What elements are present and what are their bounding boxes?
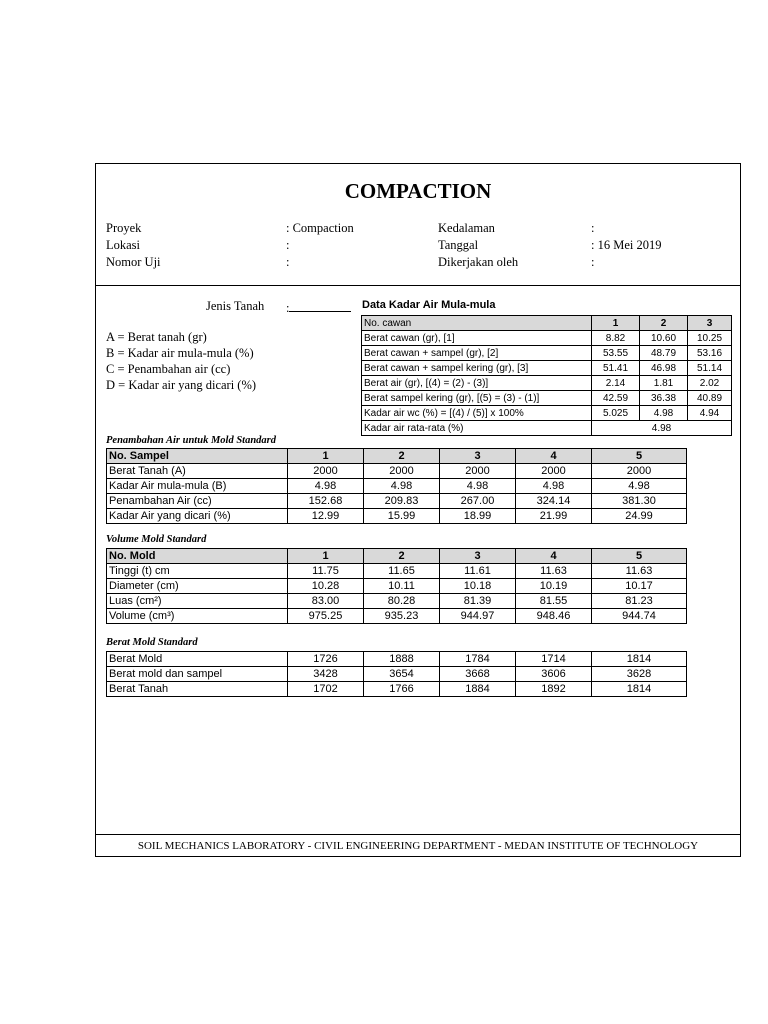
berat-row [107, 682, 687, 697]
penambahan-cell: 4.98 [592, 479, 687, 494]
berat-cell: 1784 [440, 652, 516, 667]
kadar-air-header-row [362, 316, 732, 331]
proyek-label: Proyek [106, 221, 142, 235]
volume-cell: 81.55 [516, 594, 592, 609]
tanggal-value: : 16 Mei 2019 [591, 238, 662, 252]
penambahan-row [107, 464, 687, 479]
berat-cell: 3428 [288, 667, 364, 682]
penambahan-header-cell: 4 [516, 449, 592, 464]
penambahan-cell: 2000 [516, 464, 592, 479]
kadar-air-row [362, 376, 732, 391]
lokasi-label: Lokasi [106, 238, 141, 252]
volume-header-cell: No. Mold [107, 549, 288, 564]
nomor-uji-label: Nomor Uji [106, 255, 161, 269]
berat-row [107, 652, 687, 667]
berat-cell: 3668 [440, 667, 516, 682]
kadar-air-row [362, 391, 732, 406]
kadar-air-row [362, 331, 732, 346]
volume-cell: 11.75 [288, 564, 364, 579]
kadar-air-cell: 53.55 [592, 346, 640, 361]
berat-row-label: Berat Tanah [107, 682, 288, 697]
kadar-air-cell: 48.79 [640, 346, 688, 361]
volume-header-cell: 1 [288, 549, 364, 564]
kadar-air-row [362, 361, 732, 376]
kadar-air-cell: 2.14 [592, 376, 640, 391]
penambahan-cell: 21.99 [516, 509, 592, 524]
penambahan-cell: 2000 [440, 464, 516, 479]
kadar-air-cell: 8.82 [592, 331, 640, 346]
penambahan-row-label: Berat Tanah (A) [107, 464, 288, 479]
penambahan-cell: 152.68 [288, 494, 364, 509]
nomor-uji-value: : [286, 255, 290, 269]
kadar-air-cell: 46.98 [640, 361, 688, 376]
volume-cell: 10.18 [440, 579, 516, 594]
volume-cell: 11.61 [440, 564, 516, 579]
penambahan-title: Penambahan Air untuk Mold Standard [106, 435, 276, 446]
kadar-air-cell: 51.14 [688, 361, 732, 376]
definition-d: D = Kadar air yang dicari (%) [106, 378, 257, 392]
volume-header-row [107, 549, 687, 564]
volume-header-cell: 4 [516, 549, 592, 564]
penambahan-header-cell: 1 [288, 449, 364, 464]
volume-row-label: Tinggi (t) cm [107, 564, 288, 579]
volume-cell: 81.39 [440, 594, 516, 609]
jenis-tanah-colon: : [286, 301, 290, 315]
volume-table [106, 548, 687, 624]
berat-cell: 1888 [364, 652, 440, 667]
berat-cell: 3606 [516, 667, 592, 682]
volume-cell: 10.11 [364, 579, 440, 594]
penambahan-cell: 18.99 [440, 509, 516, 524]
penambahan-cell: 4.98 [440, 479, 516, 494]
definitions-list [106, 329, 256, 393]
kadar-air-row-label: Berat cawan + sampel (gr), [2] [362, 346, 592, 361]
kadar-air-average-row [362, 421, 732, 436]
penambahan-header-cell: 2 [364, 449, 440, 464]
jenis-tanah-field [286, 299, 351, 316]
volume-row [107, 609, 687, 624]
berat-cell: 1726 [288, 652, 364, 667]
jenis-tanah-label: Jenis Tanah [206, 299, 265, 313]
kadar-air-table [361, 315, 732, 436]
kadar-air-cell: 1.81 [640, 376, 688, 391]
volume-cell: 10.28 [288, 579, 364, 594]
kadar-air-cell: 10.60 [640, 331, 688, 346]
berat-cell: 1766 [364, 682, 440, 697]
berat-cell: 1814 [592, 682, 687, 697]
footer-text: SOIL MECHANICS LABORATORY - CIVIL ENGINEERING DEPARTMENT - MEDAN INSTITUTE OF TECHNOLOGY [137, 840, 699, 852]
penambahan-cell: 2000 [364, 464, 440, 479]
lokasi-value: : [286, 238, 290, 252]
kedalaman-value: : [591, 221, 595, 235]
page-title: COMPACTION [344, 179, 492, 203]
kadar-air-title: Data Kadar Air Mula-mula [362, 299, 496, 311]
volume-header-cell: 5 [592, 549, 687, 564]
dikerjakan-value: : [591, 255, 595, 269]
penambahan-row-label: Penambahan Air (cc) [107, 494, 288, 509]
berat-title: Berat Mold Standard [106, 637, 198, 648]
volume-cell: 944.74 [592, 609, 687, 624]
berat-table [106, 651, 687, 697]
kadar-air-row [362, 406, 732, 421]
footer-divider [96, 834, 740, 835]
penambahan-cell: 4.98 [364, 479, 440, 494]
penambahan-cell: 209.83 [364, 494, 440, 509]
volume-row [107, 564, 687, 579]
kadar-air-row-label: Berat sampel kering (gr), [(5) = (3) - (1)] [362, 391, 592, 406]
penambahan-header-cell: 5 [592, 449, 687, 464]
kadar-air-row-label: Berat air (gr), [(4) = (2) - (3)] [362, 376, 592, 391]
berat-row-label: Berat mold dan sampel [107, 667, 288, 682]
volume-cell: 81.23 [592, 594, 687, 609]
volume-title: Volume Mold Standard [106, 534, 207, 545]
volume-cell: 11.63 [592, 564, 687, 579]
kadar-air-header-3: 3 [688, 316, 732, 331]
penambahan-row-label: Kadar Air mula-mula (B) [107, 479, 288, 494]
header-divider [96, 285, 740, 286]
penambahan-cell: 4.98 [288, 479, 364, 494]
definition-b: B = Kadar air mula-mula (%) [106, 346, 254, 360]
berat-cell: 1892 [516, 682, 592, 697]
compaction-sheet [95, 163, 741, 857]
kadar-air-cell: 5.025 [592, 406, 640, 421]
volume-cell: 11.63 [516, 564, 592, 579]
header-left-values [286, 220, 354, 271]
kadar-air-header-2: 2 [640, 316, 688, 331]
dikerjakan-label: Dikerjakan oleh [438, 255, 519, 269]
berat-cell: 1814 [592, 652, 687, 667]
penambahan-table [106, 448, 687, 524]
kadar-air-cell: 51.41 [592, 361, 640, 376]
header-right-labels [438, 220, 518, 271]
jenis-tanah-blank [289, 299, 351, 312]
kadar-air-cell: 4.94 [688, 406, 732, 421]
berat-row-label: Berat Mold [107, 652, 288, 667]
kadar-air-cell: 53.16 [688, 346, 732, 361]
volume-header-cell: 3 [440, 549, 516, 564]
penambahan-cell: 15.99 [364, 509, 440, 524]
kadar-air-cell: 36.38 [640, 391, 688, 406]
kadar-air-cell: 10.25 [688, 331, 732, 346]
kadar-air-row-label: Kadar air wc (%) = [(4) / (5)] x 100% [362, 406, 592, 421]
volume-cell: 935.23 [364, 609, 440, 624]
berat-cell: 1714 [516, 652, 592, 667]
volume-cell: 11.65 [364, 564, 440, 579]
penambahan-header-row [107, 449, 687, 464]
penambahan-cell: 4.98 [516, 479, 592, 494]
volume-row-label: Volume (cm³) [107, 609, 288, 624]
kedalaman-label: Kedalaman [438, 221, 495, 235]
kadar-air-header-label: No. cawan [362, 316, 592, 331]
kadar-air-row-label: Berat cawan (gr), [1] [362, 331, 592, 346]
kadar-air-row [362, 346, 732, 361]
berat-cell: 3654 [364, 667, 440, 682]
penambahan-cell: 2000 [592, 464, 687, 479]
kadar-air-cell: 40.89 [688, 391, 732, 406]
kadar-air-row-label: Berat cawan + sampel kering (gr), [3] [362, 361, 592, 376]
proyek-value: : Compaction [286, 221, 354, 235]
penambahan-header-cell: No. Sampel [107, 449, 288, 464]
volume-cell: 10.19 [516, 579, 592, 594]
kadar-air-cell: 42.59 [592, 391, 640, 406]
penambahan-row [107, 479, 687, 494]
penambahan-cell: 381.30 [592, 494, 687, 509]
penambahan-cell: 12.99 [288, 509, 364, 524]
volume-header-cell: 2 [364, 549, 440, 564]
kadar-air-cell: 4.98 [640, 406, 688, 421]
penambahan-cell: 324.14 [516, 494, 592, 509]
volume-cell: 83.00 [288, 594, 364, 609]
header-right-values [591, 220, 661, 271]
kadar-air-header-1: 1 [592, 316, 640, 331]
volume-row-label: Diameter (cm) [107, 579, 288, 594]
penambahan-cell: 267.00 [440, 494, 516, 509]
penambahan-cell: 24.99 [592, 509, 687, 524]
definition-c: C = Penambahan air (cc) [106, 362, 231, 376]
volume-row-label: Luas (cm²) [107, 594, 288, 609]
kadar-air-average-label: Kadar air rata-rata (%) [362, 421, 592, 436]
penambahan-row [107, 509, 687, 524]
kadar-air-average-value: 4.98 [592, 421, 732, 436]
penambahan-cell: 2000 [288, 464, 364, 479]
penambahan-row-label: Kadar Air yang dicari (%) [107, 509, 288, 524]
kadar-air-cell: 2.02 [688, 376, 732, 391]
penambahan-header-cell: 3 [440, 449, 516, 464]
volume-row [107, 579, 687, 594]
volume-row [107, 594, 687, 609]
berat-row [107, 667, 687, 682]
berat-cell: 3628 [592, 667, 687, 682]
definition-a: A = Berat tanah (gr) [106, 330, 207, 344]
penambahan-row [107, 494, 687, 509]
volume-cell: 10.17 [592, 579, 687, 594]
berat-cell: 1884 [440, 682, 516, 697]
berat-cell: 1702 [288, 682, 364, 697]
volume-cell: 975.25 [288, 609, 364, 624]
volume-cell: 944.97 [440, 609, 516, 624]
volume-cell: 948.46 [516, 609, 592, 624]
tanggal-label: Tanggal [438, 238, 479, 252]
header-left-labels [106, 220, 161, 271]
volume-cell: 80.28 [364, 594, 440, 609]
